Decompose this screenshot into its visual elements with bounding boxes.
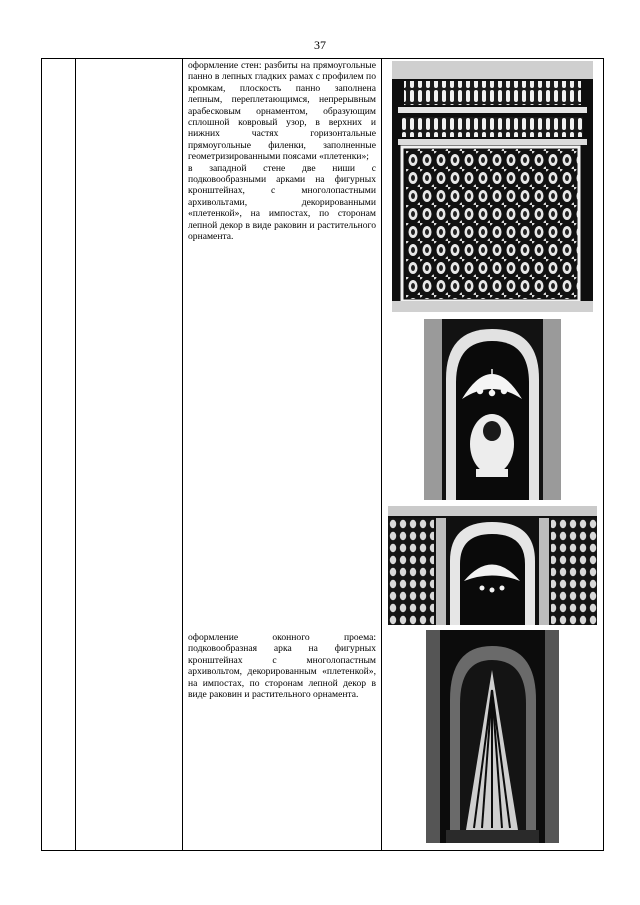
page-number: 37 [314,38,326,52]
niche-photo [424,319,561,500]
wall-panel-photo [392,61,593,312]
description-paragraph: оформление стен: разбиты на прямоугольные панно в лепных гладких рамах с профилем по кромкам, плоскость панно заполнена лепным, переплетающимся, непрерывным арабесковым орнаментом, образующим сплошной ковровый узор, в верхних и нижних частях горизонтальные прямоугольные филенки, заполненные геометризированными поясами «плетенки»; [188,60,376,163]
window-opening-description [188,632,376,700]
ornamented-niche-photo [388,506,597,625]
description-paragraph: в западной стене две ниши с подковообразными арками на фигурных кронштейнах, с многолопастными архивольтами, декорированными «плетенкой», на импостах, по сторонам лепной декор в виде раковин и растительного орнамента. [188,162,376,243]
wall-decoration-description [188,60,376,243]
document-table [41,58,604,851]
column-divider [75,59,76,850]
column-divider [182,59,183,850]
description-paragraph: оформление оконного проема: подковообразная арка на фигурных кронштейнах с многолопастным архивольтом, декорированным «плетенкой», на импостах, по сторонам лепной декор в виде раковин и растительного орнамента. [188,632,376,701]
window-opening-photo [426,630,559,843]
column-divider [381,59,382,850]
